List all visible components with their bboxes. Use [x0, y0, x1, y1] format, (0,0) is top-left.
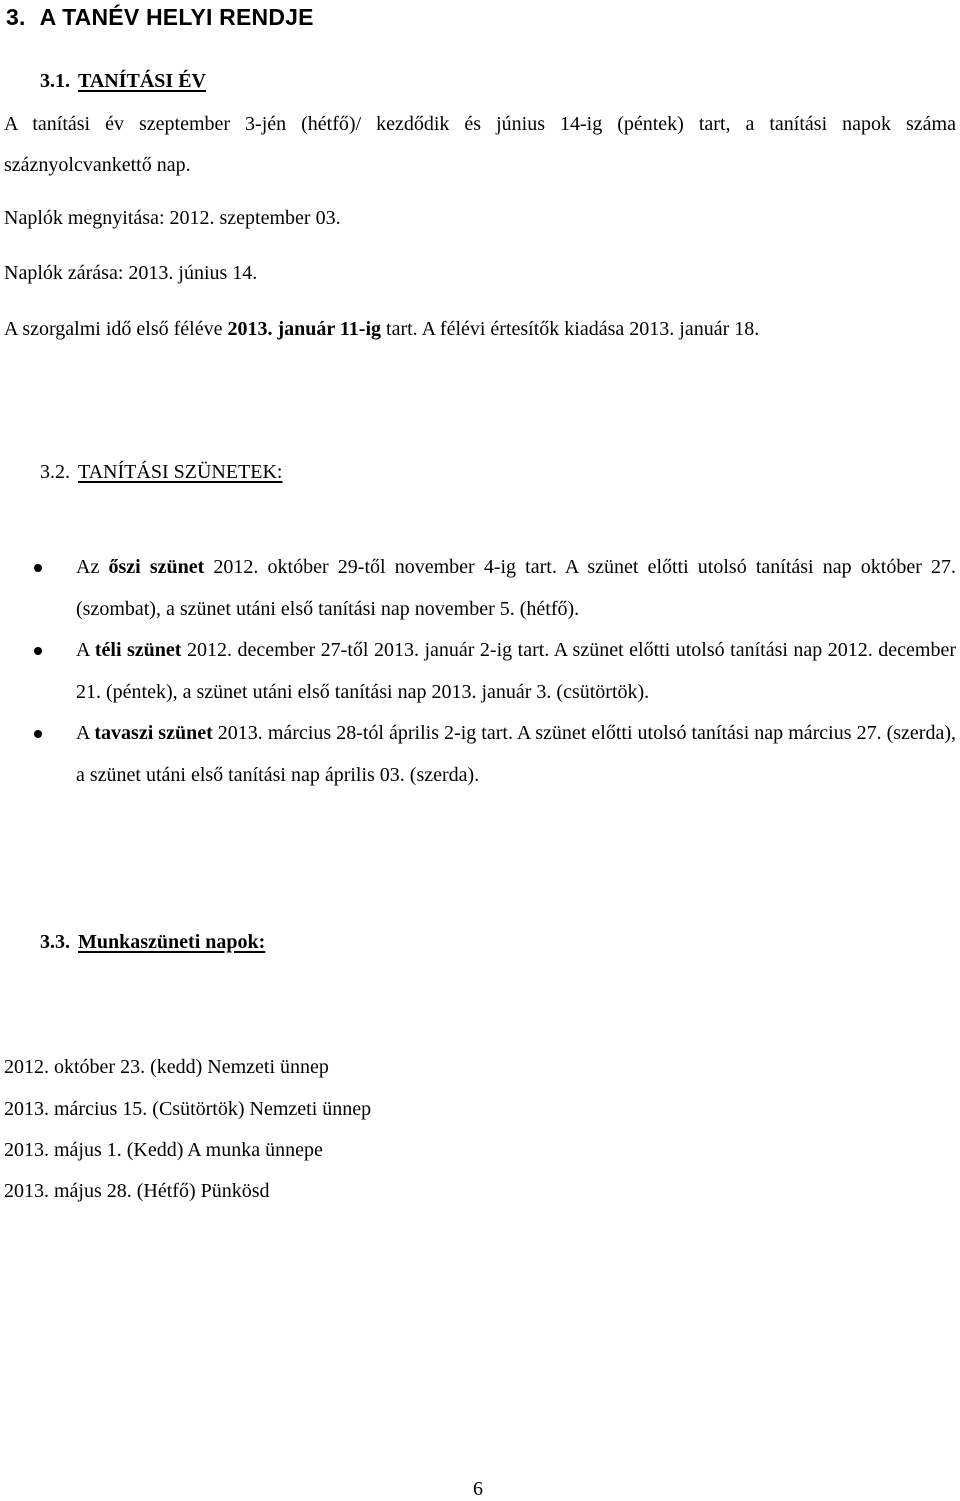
holidays-number: 3.3. — [40, 931, 70, 953]
first-half-line — [4, 318, 759, 341]
bullet-icon — [34, 647, 42, 655]
break-prefix: A — [76, 722, 95, 744]
break-prefix: A — [76, 639, 95, 661]
break-name: téli szünet — [94, 639, 182, 661]
break-name: őszi szünet — [108, 556, 205, 578]
break-item-autumn — [0, 547, 956, 630]
logs-close-line: Naplók zárása: 2013. június 14. — [4, 262, 258, 284]
first-half-suffix: tart. A félévi értesítők kiadása 2013. január 18. — [381, 318, 760, 340]
holidays-title: Munkaszüneti napok: — [78, 931, 266, 953]
break-item-winter — [0, 630, 956, 713]
breaks-title: TANÍTÁSI SZÜNETEK: — [78, 461, 283, 483]
break-item-text — [76, 630, 956, 713]
break-prefix: Az — [76, 556, 109, 578]
break-item-text — [76, 547, 956, 630]
breaks-heading — [40, 461, 282, 484]
page-number: 6 — [473, 1478, 483, 1500]
section-title: A TANÉV HELYI RENDJE — [39, 4, 314, 30]
section-number: 3. — [6, 4, 26, 30]
bullet-icon — [34, 730, 42, 738]
school-year-title: TANÍTÁSI ÉV — [78, 70, 206, 92]
breaks-number: 3.2. — [40, 461, 70, 483]
breaks-list — [0, 547, 960, 796]
break-name: tavaszi szünet — [94, 722, 213, 744]
break-item-text — [76, 713, 956, 796]
break-details: 2012. december 27-től 2013. január 2-ig tart. A szünet előtti utolsó tanítási nap 2012. december 21. (péntek), a szünet utáni első tanítási nap 2013. január 3. (csütörtök). — [76, 639, 957, 703]
holiday-item: 2013. május 28. (Hétfő) Pünkösd — [4, 1180, 270, 1202]
school-year-heading — [40, 70, 206, 93]
break-item-spring — [0, 713, 956, 796]
bullet-icon — [34, 564, 42, 572]
holidays-heading — [40, 931, 265, 954]
break-details: 2012. október 29-től november 4-ig tart. A szünet előtti utolsó tanítási nap október 27. (szombat), a szünet utáni első tanítási nap november 5. (hétfő). — [76, 556, 956, 620]
holiday-item: 2012. október 23. (kedd) Nemzeti ünnep — [4, 1056, 329, 1078]
logs-open-line: Naplók megnyitása: 2012. szeptember 03. — [4, 207, 341, 229]
break-details: 2013. március 28-tól április 2-ig tart. A szünet előtti utolsó tanítási nap március 27. (szerda), a szünet utáni első tanítási nap április 03. (szerda). — [76, 722, 957, 786]
school-year-number: 3.1. — [40, 70, 70, 92]
first-half-bold: 2013. január 11-ig — [227, 318, 382, 340]
holiday-item: 2013. május 1. (Kedd) A munka ünnepe — [4, 1139, 323, 1161]
first-half-prefix: A szorgalmi idő első féléve — [4, 318, 228, 340]
section-heading — [6, 4, 314, 31]
holiday-item: 2013. március 15. (Csütörtök) Nemzeti ünnep — [4, 1098, 372, 1120]
school-year-intro: A tanítási év szeptember 3-jén (hétfő)/ kezdődik és június 14-ig (péntek) tart, a tanítási napok száma száznyolcvankettő nap. — [4, 113, 956, 176]
